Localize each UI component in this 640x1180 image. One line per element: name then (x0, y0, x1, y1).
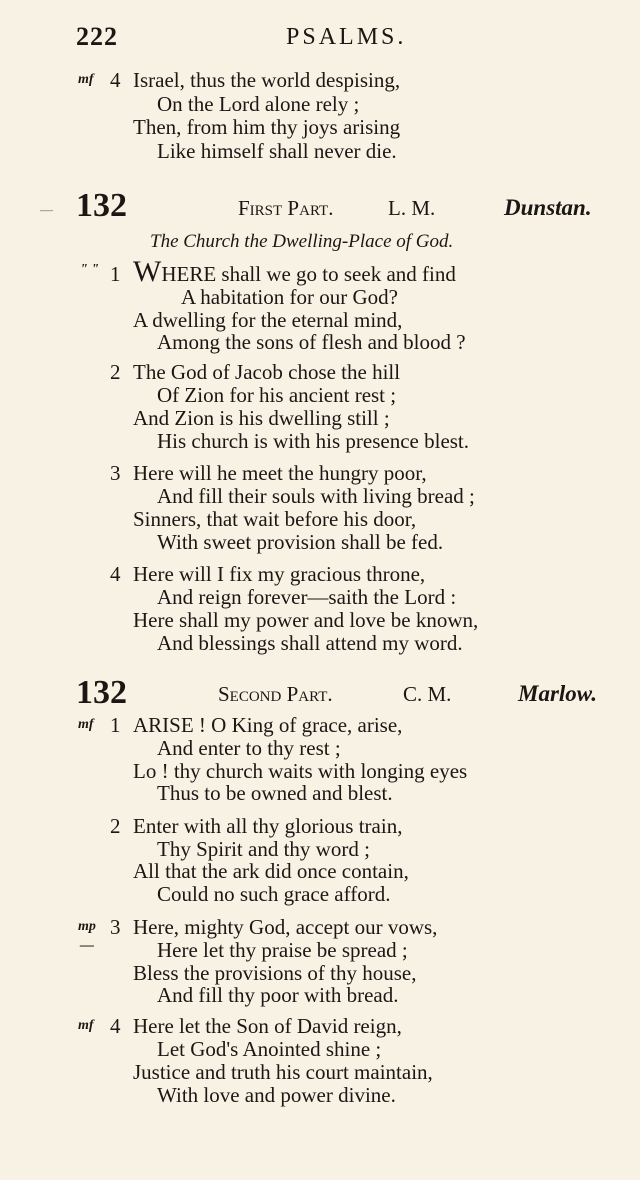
verse-line: Here will he meet the hungry poor, (133, 461, 427, 485)
verse-number: 3 (110, 915, 121, 939)
verse-line: His church is with his presence blest. (157, 429, 470, 453)
verse-line: With love and power divine. (157, 1083, 396, 1107)
verse-line: Bless the provisions of thy house, (133, 961, 417, 985)
dynamic-marking: mf (78, 717, 94, 732)
verse-line: Lo ! thy church waits with longing eyes (133, 759, 468, 783)
verse-line: Here shall my power and love be known, (133, 608, 479, 632)
verse-line: And Zion is his dwelling still ; (133, 406, 390, 430)
verse-line: A dwelling for the eternal mind, (133, 308, 403, 332)
hymn-subtitle: The Church the Dwelling-Place of God. (150, 231, 454, 252)
verse-line: Sinners, that wait before his door, (133, 507, 417, 531)
margin-mark: — (40, 202, 53, 217)
verse-line (133, 255, 456, 288)
verse-line-text: HERE shall we go to seek and find (161, 262, 456, 286)
dynamic-marking: mf (78, 1018, 94, 1033)
dynamic-marking: — (80, 938, 94, 953)
verse-number: 3 (110, 461, 121, 485)
hymn-part: First Part. (238, 196, 334, 220)
tune-name: Marlow. (518, 681, 598, 706)
tune-name: Dunstan. (504, 195, 592, 220)
verse-line: Here will I fix my gracious throne, (133, 562, 426, 586)
hymn-number: 132 (76, 187, 127, 224)
verse-line: Then, from him thy joys arising (133, 115, 401, 139)
verse-line: A habitation for our God? (181, 285, 398, 309)
verse-number: 4 (110, 1014, 121, 1038)
hymn-meter: L. M. (388, 196, 436, 220)
dynamic-marking: mp (78, 919, 96, 934)
verse-line: On the Lord alone rely ; (157, 92, 360, 116)
page-number: 222 (76, 22, 118, 51)
verse-number: 4 (110, 562, 121, 586)
page-header (76, 22, 596, 52)
verse-line: The God of Jacob chose the hill (133, 360, 401, 384)
verse-number: 1 (110, 713, 121, 737)
verse-line: Enter with all thy glorious train, (133, 814, 403, 838)
verse-line: Here let the Son of David reign, (133, 1014, 402, 1038)
dynamic-marking: mf (78, 72, 94, 87)
hymn-part: Second Part. (218, 682, 333, 706)
verse-line: And fill thy poor with bread. (157, 983, 399, 1007)
verse-number: 2 (110, 360, 121, 384)
verse-number: 4 (110, 68, 121, 92)
verse-line: Let God's Anointed shine ; (157, 1037, 382, 1061)
verse-line: And fill their souls with living bread ; (157, 484, 475, 508)
verse-line: Here, mighty God, accept our vows, (133, 915, 438, 939)
verse-line: ARISE ! O King of grace, arise, (133, 713, 403, 737)
verse-line: Of Zion for his ancient rest ; (157, 383, 397, 407)
verse-line: And enter to thy rest ; (157, 736, 341, 760)
hymn-meter: C. M. (403, 682, 452, 706)
verse-line: Israel, thus the world despising, (133, 68, 401, 92)
verse-line: And reign forever—saith the Lord : (157, 585, 457, 609)
verse-line: Thus to be owned and blest. (157, 781, 393, 805)
verse-line: Could no such grace afford. (157, 882, 391, 906)
verse-line: Like himself shall never die. (157, 139, 397, 163)
verse-line: Thy Spirit and thy word ; (157, 837, 370, 861)
dynamic-marking: " " (80, 262, 100, 277)
drop-cap: W (133, 255, 162, 288)
verse-line: With sweet provision shall be fed. (157, 530, 444, 554)
verse-number: 2 (110, 814, 121, 838)
running-head: PSALMS. (286, 24, 407, 50)
hymn-number: 132 (76, 674, 127, 711)
verse-line: All that the ark did once contain, (133, 859, 409, 883)
verse-number: 1 (110, 262, 121, 286)
verse-line: Among the sons of flesh and blood ? (157, 330, 466, 354)
verse-line: Here let thy praise be spread ; (157, 938, 408, 962)
verse-line: Justice and truth his court maintain, (133, 1060, 433, 1084)
verse-line: And blessings shall attend my word. (157, 631, 463, 655)
